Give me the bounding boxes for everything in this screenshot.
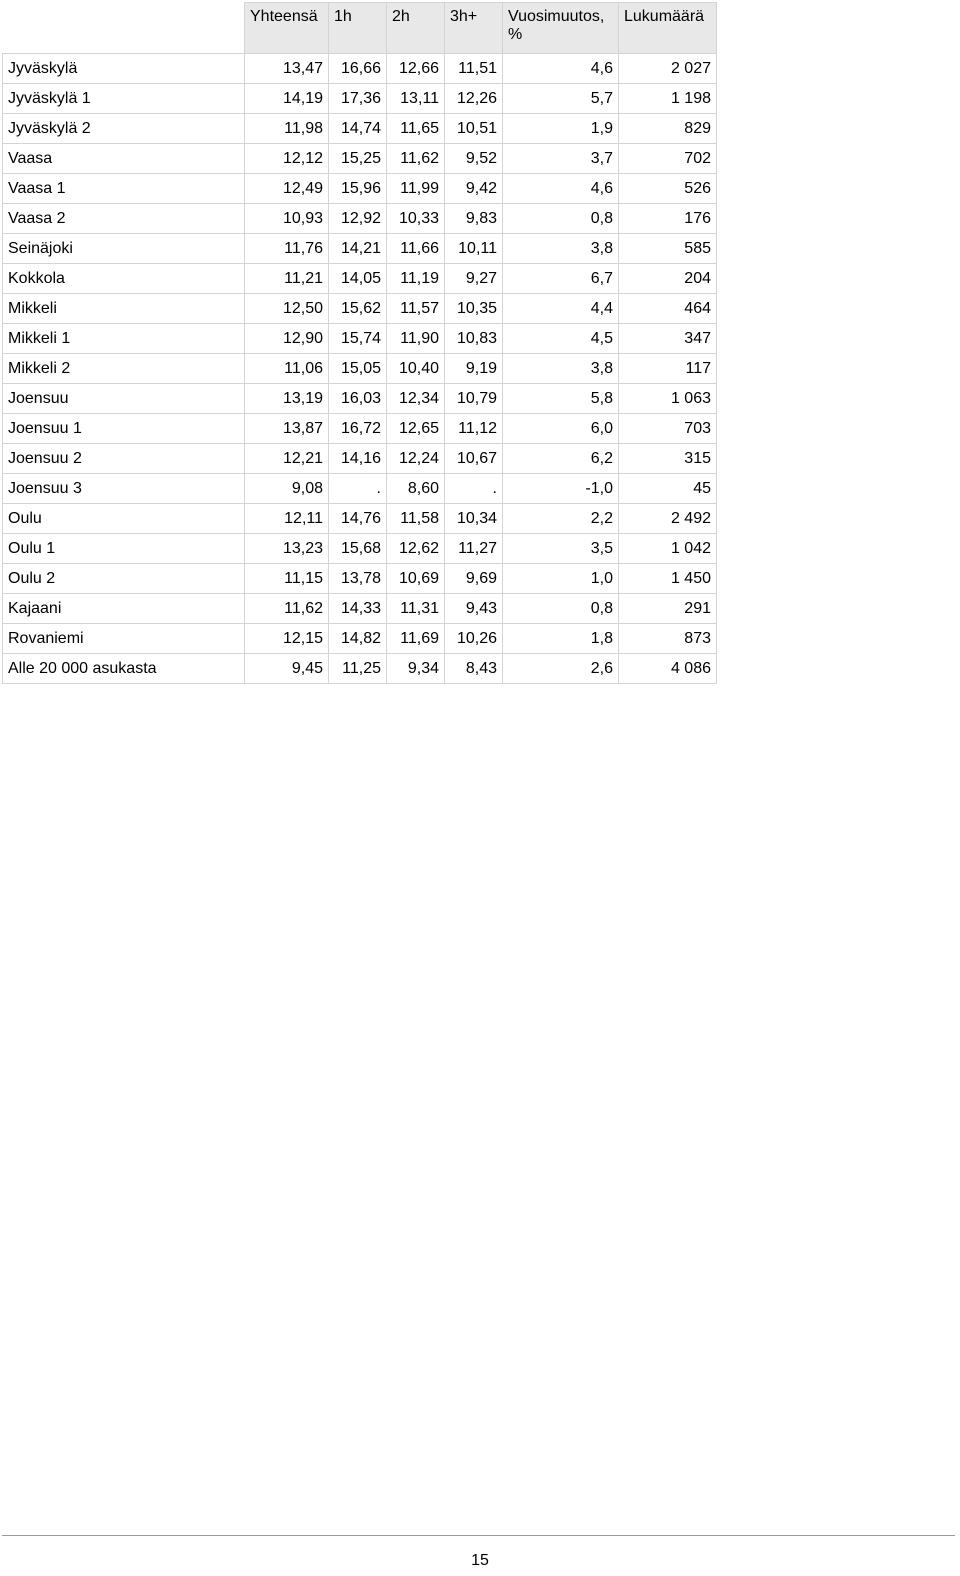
cell-3h-plus: 9,43 — [445, 594, 503, 624]
table-row — [3, 624, 717, 654]
table-row — [3, 444, 717, 474]
cell-1h: 12,92 — [329, 204, 387, 234]
cell-yhteensa: 12,11 — [245, 504, 329, 534]
footer-divider — [2, 1535, 955, 1536]
cell-2h: 8,60 — [387, 474, 445, 504]
cell-1h: 14,82 — [329, 624, 387, 654]
table-row — [3, 204, 717, 234]
cell-1h: 14,21 — [329, 234, 387, 264]
cell-region: Vaasa 2 — [3, 204, 245, 234]
cell-yhteensa: 9,08 — [245, 474, 329, 504]
cell-3h-plus: 11,51 — [445, 54, 503, 84]
cell-1h: 13,78 — [329, 564, 387, 594]
cell-yhteensa: 12,50 — [245, 294, 329, 324]
cell-region: Joensuu 2 — [3, 444, 245, 474]
cell-yhteensa: 11,15 — [245, 564, 329, 594]
cell-3h-plus: 10,11 — [445, 234, 503, 264]
cell-yhteensa: 11,62 — [245, 594, 329, 624]
table-row — [3, 174, 717, 204]
cell-2h: 10,40 — [387, 354, 445, 384]
cell-lukumaara: 45 — [619, 474, 717, 504]
cell-2h: 11,99 — [387, 174, 445, 204]
cell-yhteensa: 12,15 — [245, 624, 329, 654]
cell-2h: 11,62 — [387, 144, 445, 174]
cell-3h-plus: . — [445, 474, 503, 504]
cell-2h: 11,65 — [387, 114, 445, 144]
cell-vuosimuutos: 1,0 — [503, 564, 619, 594]
cell-yhteensa: 13,47 — [245, 54, 329, 84]
table-row — [3, 144, 717, 174]
cell-3h-plus: 8,43 — [445, 654, 503, 684]
cell-region: Alle 20 000 asukasta — [3, 654, 245, 684]
cell-yhteensa: 11,06 — [245, 354, 329, 384]
header-lukumaara: Lukumäärä — [619, 3, 717, 54]
cell-vuosimuutos: 2,2 — [503, 504, 619, 534]
cell-3h-plus: 11,12 — [445, 414, 503, 444]
cell-vuosimuutos: 3,8 — [503, 234, 619, 264]
cell-region: Kokkola — [3, 264, 245, 294]
cell-region: Seinäjoki — [3, 234, 245, 264]
table-row — [3, 264, 717, 294]
cell-1h: 15,96 — [329, 174, 387, 204]
cell-lukumaara: 204 — [619, 264, 717, 294]
header-yhteensa: Yhteensä — [245, 3, 329, 54]
table-row — [3, 54, 717, 84]
cell-region: Mikkeli 2 — [3, 354, 245, 384]
cell-3h-plus: 9,69 — [445, 564, 503, 594]
cell-region: Oulu — [3, 504, 245, 534]
cell-region: Joensuu 1 — [3, 414, 245, 444]
table-row — [3, 294, 717, 324]
table-row — [3, 114, 717, 144]
cell-3h-plus: 10,67 — [445, 444, 503, 474]
header-vuosimuutos: Vuosimuutos, % — [503, 3, 619, 54]
cell-3h-plus: 10,34 — [445, 504, 503, 534]
table-row — [3, 534, 717, 564]
cell-2h: 11,57 — [387, 294, 445, 324]
cell-region: Jyväskylä 2 — [3, 114, 245, 144]
cell-1h: 15,74 — [329, 324, 387, 354]
cell-yhteensa: 12,21 — [245, 444, 329, 474]
cell-region: Oulu 1 — [3, 534, 245, 564]
cell-yhteensa: 11,21 — [245, 264, 329, 294]
cell-1h: 11,25 — [329, 654, 387, 684]
cell-vuosimuutos: 1,8 — [503, 624, 619, 654]
cell-2h: 11,66 — [387, 234, 445, 264]
cell-3h-plus: 10,51 — [445, 114, 503, 144]
cell-2h: 12,65 — [387, 414, 445, 444]
cell-3h-plus: 9,42 — [445, 174, 503, 204]
cell-2h: 13,11 — [387, 84, 445, 114]
cell-lukumaara: 176 — [619, 204, 717, 234]
cell-vuosimuutos: 6,0 — [503, 414, 619, 444]
cell-lukumaara: 873 — [619, 624, 717, 654]
cell-2h: 11,31 — [387, 594, 445, 624]
cell-lukumaara: 1 042 — [619, 534, 717, 564]
table-row — [3, 474, 717, 504]
table-row — [3, 564, 717, 594]
cell-lukumaara: 347 — [619, 324, 717, 354]
cell-vuosimuutos: 5,7 — [503, 84, 619, 114]
cell-1h: 14,16 — [329, 444, 387, 474]
table-row — [3, 504, 717, 534]
page-number: 15 — [471, 1552, 489, 1569]
cell-lukumaara: 1 198 — [619, 84, 717, 114]
cell-region: Jyväskylä — [3, 54, 245, 84]
cell-3h-plus: 9,19 — [445, 354, 503, 384]
cell-2h: 10,33 — [387, 204, 445, 234]
cell-region: Kajaani — [3, 594, 245, 624]
cell-3h-plus: 10,35 — [445, 294, 503, 324]
cell-2h: 12,62 — [387, 534, 445, 564]
cell-vuosimuutos: 4,4 — [503, 294, 619, 324]
table-row — [3, 414, 717, 444]
cell-lukumaara: 117 — [619, 354, 717, 384]
cell-lukumaara: 291 — [619, 594, 717, 624]
cell-vuosimuutos: 6,2 — [503, 444, 619, 474]
cell-lukumaara: 464 — [619, 294, 717, 324]
table-row — [3, 324, 717, 354]
table-row — [3, 594, 717, 624]
cell-vuosimuutos: 4,5 — [503, 324, 619, 354]
cell-region: Oulu 2 — [3, 564, 245, 594]
cell-lukumaara: 2 492 — [619, 504, 717, 534]
cell-vuosimuutos: 3,7 — [503, 144, 619, 174]
cell-1h: 15,25 — [329, 144, 387, 174]
cell-vuosimuutos: 0,8 — [503, 204, 619, 234]
header-3h-plus: 3h+ — [445, 3, 503, 54]
table-row — [3, 234, 717, 264]
cell-yhteensa: 12,12 — [245, 144, 329, 174]
rent-table — [2, 2, 717, 684]
cell-region: Mikkeli — [3, 294, 245, 324]
cell-1h: 15,68 — [329, 534, 387, 564]
cell-2h: 12,34 — [387, 384, 445, 414]
cell-lukumaara: 703 — [619, 414, 717, 444]
cell-2h: 12,66 — [387, 54, 445, 84]
cell-lukumaara: 315 — [619, 444, 717, 474]
cell-1h: 14,33 — [329, 594, 387, 624]
table-body — [3, 54, 717, 684]
cell-3h-plus: 10,83 — [445, 324, 503, 354]
cell-yhteensa: 9,45 — [245, 654, 329, 684]
cell-lukumaara: 4 086 — [619, 654, 717, 684]
cell-lukumaara: 526 — [619, 174, 717, 204]
table-row — [3, 84, 717, 114]
cell-2h: 11,90 — [387, 324, 445, 354]
cell-1h: . — [329, 474, 387, 504]
cell-yhteensa: 13,19 — [245, 384, 329, 414]
cell-region: Vaasa — [3, 144, 245, 174]
cell-yhteensa: 12,90 — [245, 324, 329, 354]
cell-lukumaara: 585 — [619, 234, 717, 264]
cell-vuosimuutos: 2,6 — [503, 654, 619, 684]
cell-yhteensa: 11,98 — [245, 114, 329, 144]
cell-vuosimuutos: -1,0 — [503, 474, 619, 504]
cell-2h: 12,24 — [387, 444, 445, 474]
table-row — [3, 654, 717, 684]
cell-region: Rovaniemi — [3, 624, 245, 654]
cell-yhteensa: 13,87 — [245, 414, 329, 444]
cell-vuosimuutos: 4,6 — [503, 54, 619, 84]
cell-1h: 15,62 — [329, 294, 387, 324]
cell-vuosimuutos: 5,8 — [503, 384, 619, 414]
cell-yhteensa: 11,76 — [245, 234, 329, 264]
cell-2h: 11,69 — [387, 624, 445, 654]
cell-lukumaara: 829 — [619, 114, 717, 144]
cell-1h: 16,72 — [329, 414, 387, 444]
cell-lukumaara: 1 063 — [619, 384, 717, 414]
cell-1h: 15,05 — [329, 354, 387, 384]
cell-3h-plus: 9,83 — [445, 204, 503, 234]
cell-yhteensa: 10,93 — [245, 204, 329, 234]
cell-region: Jyväskylä 1 — [3, 84, 245, 114]
cell-vuosimuutos: 4,6 — [503, 174, 619, 204]
header-2h: 2h — [387, 3, 445, 54]
cell-region: Mikkeli 1 — [3, 324, 245, 354]
cell-lukumaara: 1 450 — [619, 564, 717, 594]
cell-vuosimuutos: 0,8 — [503, 594, 619, 624]
cell-1h: 14,05 — [329, 264, 387, 294]
cell-3h-plus: 9,27 — [445, 264, 503, 294]
cell-1h: 17,36 — [329, 84, 387, 114]
cell-2h: 10,69 — [387, 564, 445, 594]
cell-1h: 14,74 — [329, 114, 387, 144]
cell-3h-plus: 9,52 — [445, 144, 503, 174]
cell-yhteensa: 13,23 — [245, 534, 329, 564]
cell-vuosimuutos: 3,5 — [503, 534, 619, 564]
cell-region: Joensuu 3 — [3, 474, 245, 504]
cell-region: Joensuu — [3, 384, 245, 414]
cell-2h: 11,19 — [387, 264, 445, 294]
cell-yhteensa: 12,49 — [245, 174, 329, 204]
table-header-row — [3, 3, 717, 54]
cell-1h: 16,66 — [329, 54, 387, 84]
cell-3h-plus: 10,26 — [445, 624, 503, 654]
cell-3h-plus: 10,79 — [445, 384, 503, 414]
cell-yhteensa: 14,19 — [245, 84, 329, 114]
cell-lukumaara: 702 — [619, 144, 717, 174]
cell-vuosimuutos: 1,9 — [503, 114, 619, 144]
cell-region: Vaasa 1 — [3, 174, 245, 204]
table-row — [3, 384, 717, 414]
cell-2h: 11,58 — [387, 504, 445, 534]
cell-vuosimuutos: 3,8 — [503, 354, 619, 384]
cell-3h-plus: 11,27 — [445, 534, 503, 564]
cell-1h: 14,76 — [329, 504, 387, 534]
header-1h: 1h — [329, 3, 387, 54]
header-region — [3, 3, 245, 54]
table-row — [3, 354, 717, 384]
cell-lukumaara: 2 027 — [619, 54, 717, 84]
cell-3h-plus: 12,26 — [445, 84, 503, 114]
cell-1h: 16,03 — [329, 384, 387, 414]
cell-2h: 9,34 — [387, 654, 445, 684]
cell-vuosimuutos: 6,7 — [503, 264, 619, 294]
